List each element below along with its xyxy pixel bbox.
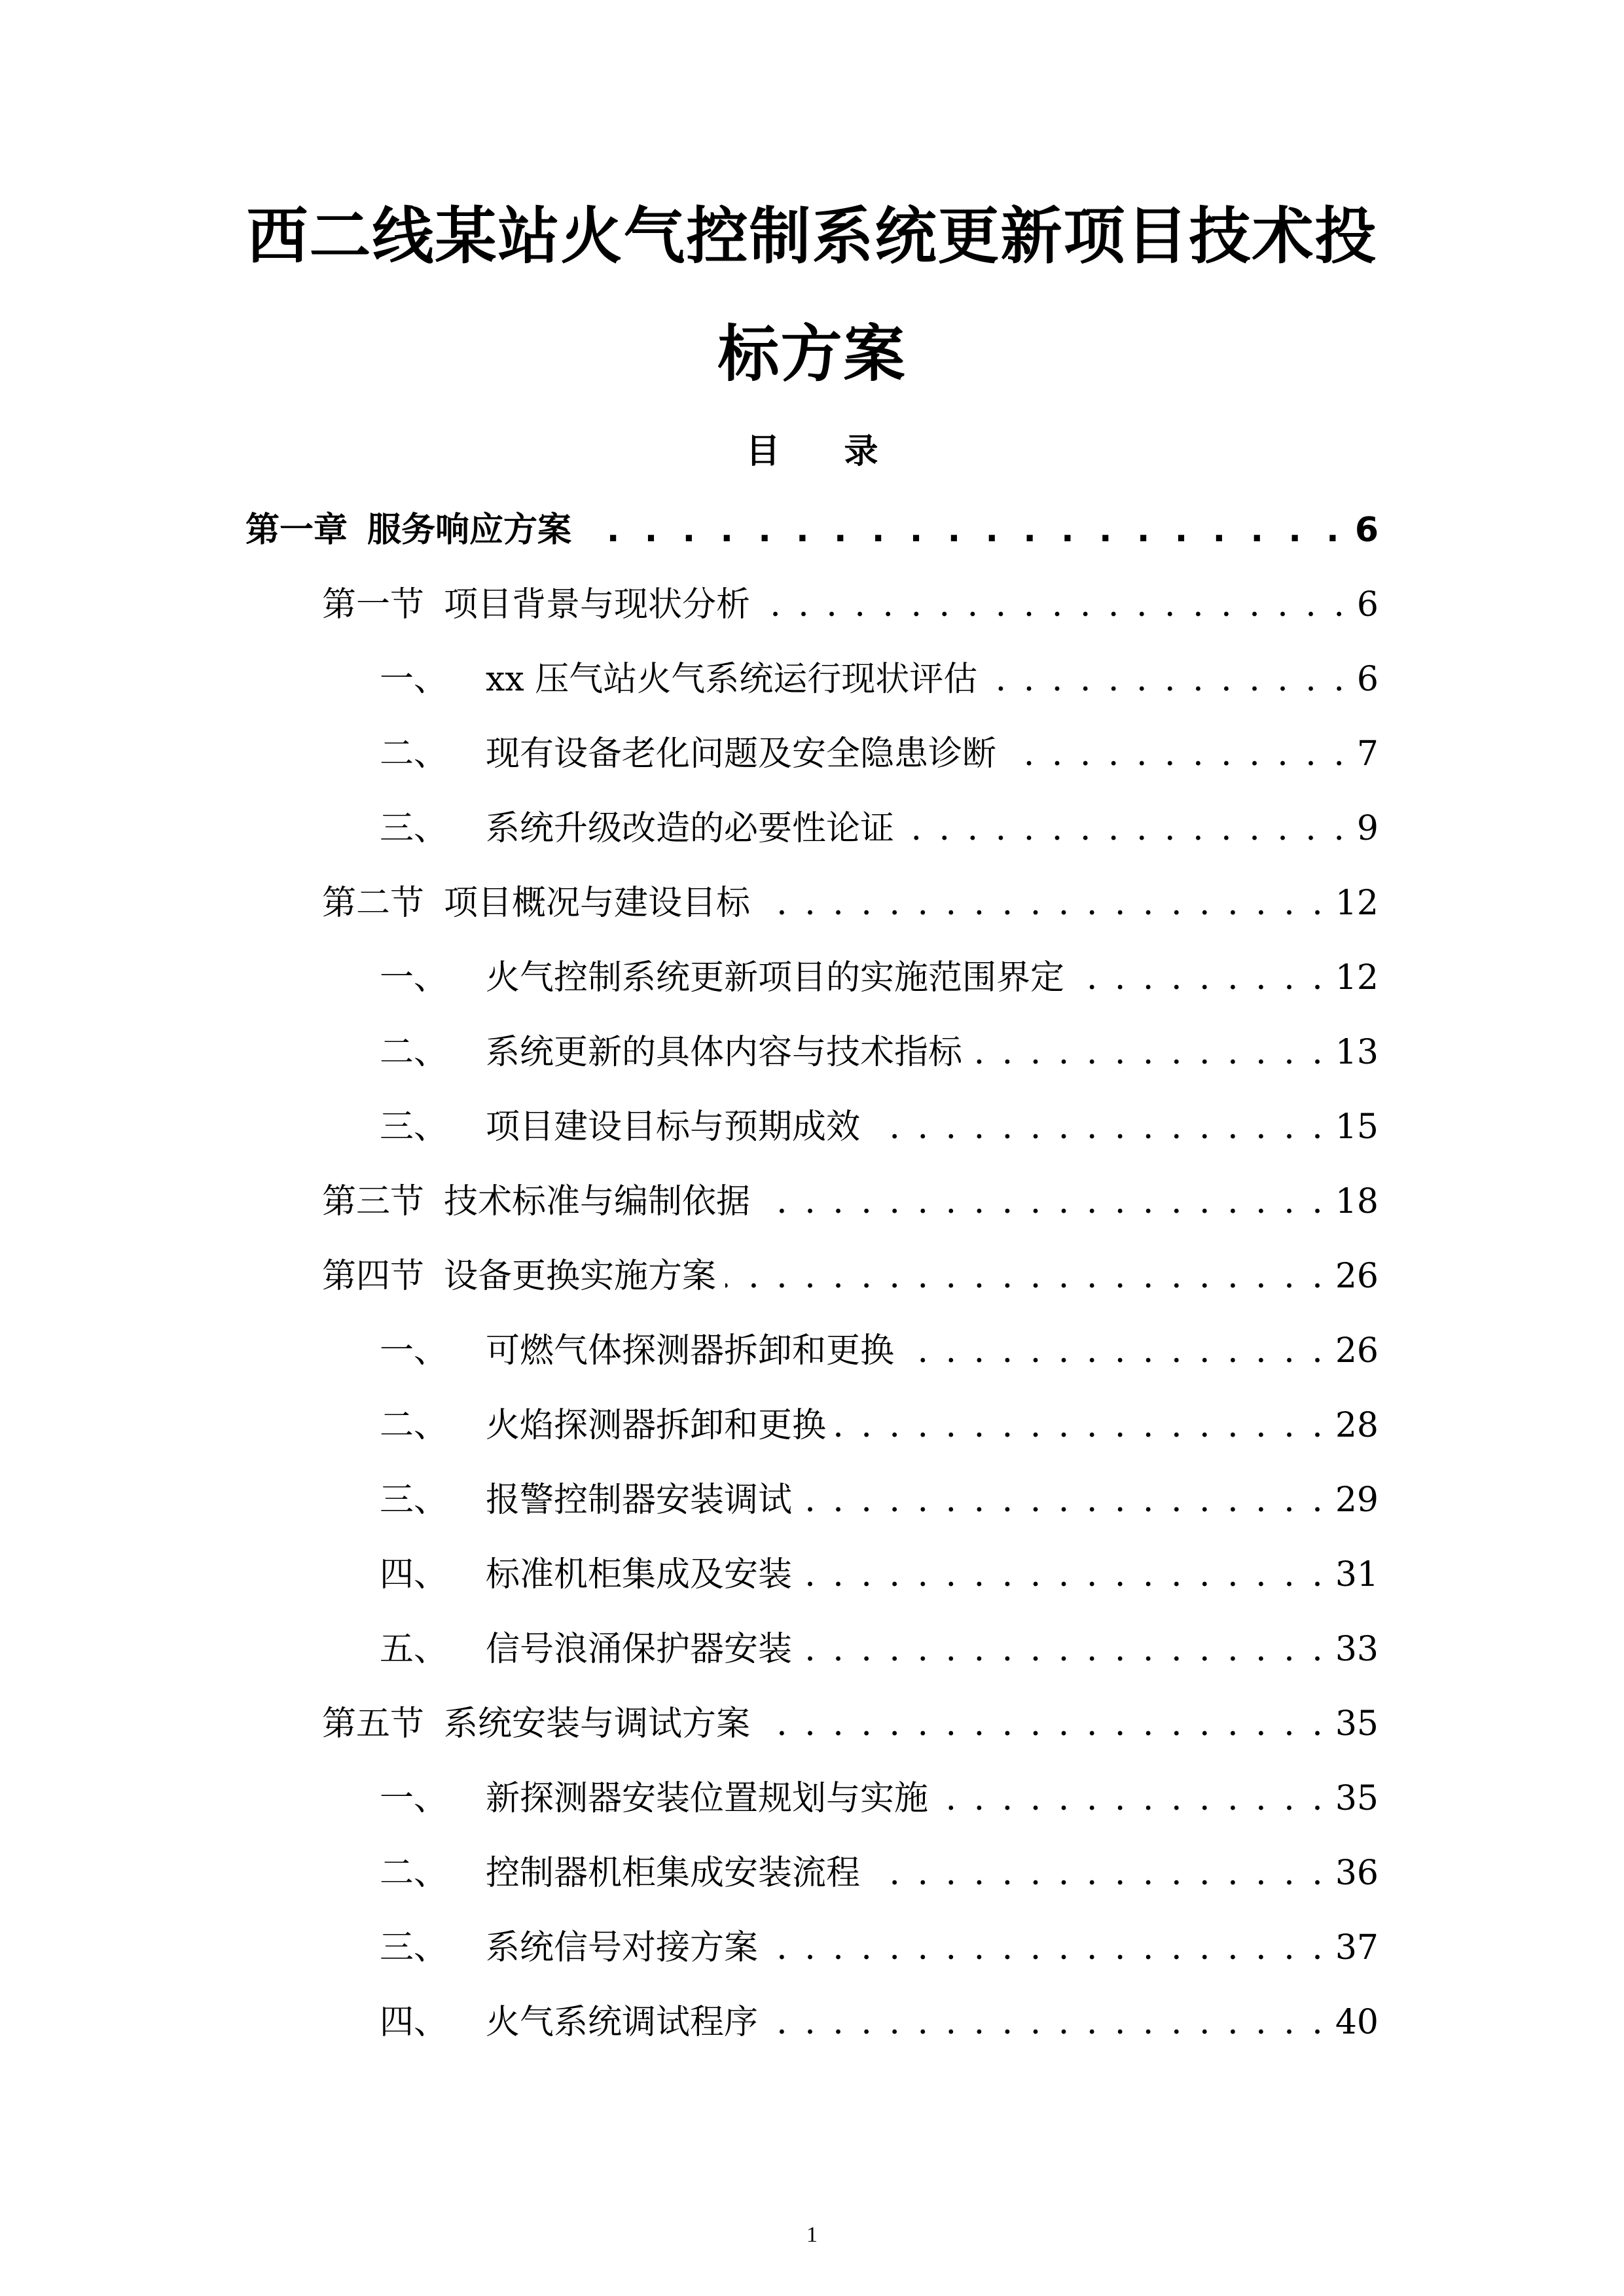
toc-dot-leader — [986, 650, 1348, 709]
document-title-line-2: 标方案 — [717, 319, 907, 390]
toc-entry-title: 设备更换实施方案 — [444, 1257, 717, 1296]
toc-dot-leader — [869, 1098, 1326, 1157]
toc-entry[interactable] — [322, 874, 1379, 933]
toc-entry-page: 40 — [1335, 2003, 1379, 2042]
toc-entry-page: 6 — [1356, 585, 1379, 624]
toc-dot-leader — [869, 1844, 1326, 1903]
toc-entry-text — [380, 1023, 962, 1082]
toc-entry-page: 35 — [1335, 1779, 1379, 1818]
toc-entry-label: 三、 — [380, 1107, 448, 1147]
toc-entry-text — [380, 1620, 792, 1679]
toc-entry[interactable] — [322, 1695, 1379, 1753]
toc-entry-title: 火焰探测器拆卸和更换 — [486, 1406, 827, 1445]
toc-dot-leader — [767, 1918, 1326, 1977]
toc-entry-page: 6 — [1356, 660, 1379, 699]
toc-entry[interactable] — [380, 1993, 1379, 2052]
toc-entry-text — [245, 501, 571, 560]
toc-entry-text — [380, 1993, 758, 2052]
toc-entry[interactable] — [380, 1471, 1379, 1530]
toc-entry-page: 35 — [1335, 1704, 1379, 1744]
toc-entry-text — [322, 575, 750, 634]
toc-entry-text — [380, 725, 996, 783]
toc-dot-leader — [903, 799, 1348, 858]
toc-entry-label: 二、 — [380, 1854, 448, 1893]
toc-entry-page: 18 — [1335, 1182, 1379, 1221]
document-title-line-1: 西二线某站火气控制系统更新项目技术投 — [246, 201, 1378, 272]
toc-entry-title: 火气系统调试程序 — [486, 2003, 759, 2042]
toc-entry[interactable] — [380, 725, 1379, 783]
toc-entry-page: 28 — [1335, 1406, 1379, 1445]
toc-entry-label: 三、 — [380, 1480, 448, 1520]
toc-dot-leader — [903, 1321, 1326, 1380]
toc-dot-leader — [581, 501, 1346, 560]
toc-entry-page: 26 — [1335, 1331, 1379, 1371]
toc-dot-leader — [971, 1023, 1326, 1082]
toc-entry-text — [380, 1769, 928, 1828]
toc-entry[interactable] — [380, 1321, 1379, 1380]
toc-entry-page: 12 — [1335, 884, 1379, 923]
toc-entry[interactable] — [380, 650, 1379, 709]
toc-entry-page: 7 — [1356, 734, 1379, 774]
toc-entry-label: 三、 — [380, 809, 448, 848]
toc-dot-leader — [767, 1993, 1326, 2052]
toc-entry[interactable] — [245, 501, 1379, 560]
toc-entry[interactable] — [380, 1023, 1379, 1082]
toc-entry-label: 一、 — [380, 1331, 448, 1371]
toc-dot-leader — [759, 874, 1326, 933]
toc-entry-title: 现有设备老化问题及安全隐患诊断 — [486, 734, 997, 774]
toc-dot-leader — [801, 1620, 1326, 1679]
toc-entry-text — [322, 1172, 750, 1231]
toc-entry-text — [380, 799, 894, 858]
toc-entry-label: 一、 — [380, 660, 448, 699]
toc-entry-title: 技术标准与编制依据 — [444, 1182, 751, 1221]
toc-entry-title: 信号浪涌保护器安装 — [486, 1630, 793, 1669]
toc-entry-title: 服务响应方案 — [367, 511, 572, 550]
toc-entry-label: 第三节 — [322, 1182, 425, 1221]
toc-entry-page: 31 — [1335, 1555, 1379, 1594]
toc-dot-leader — [801, 1471, 1326, 1530]
toc-entry-text — [322, 874, 750, 933]
toc-entry[interactable] — [380, 1396, 1379, 1455]
toc-entry-text — [322, 1695, 750, 1753]
toc-entry-label: 一、 — [380, 958, 448, 997]
toc-entry[interactable] — [322, 1247, 1379, 1306]
toc-entry-text — [322, 1247, 716, 1306]
toc-dot-leader — [725, 1247, 1326, 1306]
toc-entry-title: 系统安装与调试方案 — [444, 1704, 751, 1744]
toc-entry-title: 项目背景与现状分析 — [444, 585, 751, 624]
toc-entry-title: 可燃气体探测器拆卸和更换 — [486, 1331, 895, 1371]
toc-entry-title: xx 压气站火气系统运行现状评估 — [486, 660, 978, 699]
toc-entry-text — [380, 1471, 792, 1530]
toc-entry-page: 9 — [1356, 809, 1379, 848]
toc-entry-title: 控制器机柜集成安装流程 — [486, 1854, 861, 1893]
toc-entry[interactable] — [380, 1918, 1379, 1977]
toc-entry-title: 系统更新的具体内容与技术指标 — [486, 1033, 963, 1072]
toc-entry-text — [380, 948, 1064, 1007]
toc-entry-page: 12 — [1335, 958, 1379, 997]
toc-entry-label: 三、 — [380, 1928, 448, 1967]
toc-entry-label: 二、 — [380, 734, 448, 774]
toc-dot-leader — [1005, 725, 1348, 783]
toc-dot-leader — [759, 1172, 1326, 1231]
toc-heading: 目 录 — [746, 432, 905, 471]
toc-entry-label: 一、 — [380, 1779, 448, 1818]
toc-entry-title: 项目概况与建设目标 — [444, 884, 751, 923]
toc-entry-title: 系统升级改造的必要性论证 — [486, 809, 895, 848]
toc-entry-page: 37 — [1335, 1928, 1379, 1967]
toc-entry-page: 36 — [1335, 1854, 1379, 1893]
toc-entry-label: 四、 — [380, 1555, 448, 1594]
toc-entry-page: 6 — [1354, 511, 1379, 550]
toc-entry-title: 项目建设目标与预期成效 — [486, 1107, 861, 1147]
toc-entry[interactable] — [322, 1172, 1379, 1231]
toc-entry-label: 第五节 — [322, 1704, 425, 1744]
toc-entry-label: 第二节 — [322, 884, 425, 923]
toc-entry[interactable] — [322, 575, 1379, 634]
toc-entry-text — [380, 1844, 860, 1903]
toc-entry-page: 15 — [1335, 1107, 1379, 1147]
toc-entry[interactable] — [380, 1769, 1379, 1828]
toc-entry-page: 29 — [1335, 1480, 1379, 1520]
toc-dot-leader — [759, 1695, 1326, 1753]
toc-entry-label: 五、 — [380, 1630, 448, 1669]
toc-entry-page: 26 — [1335, 1257, 1379, 1296]
toc-entry[interactable] — [380, 1545, 1379, 1604]
toc-entry-title: 报警控制器安装调试 — [486, 1480, 793, 1520]
toc-entry-label: 二、 — [380, 1033, 448, 1072]
toc-entry[interactable] — [380, 1620, 1379, 1679]
toc-entry-title: 火气控制系统更新项目的实施范围界定 — [486, 958, 1065, 997]
toc-entry-label: 第四节 — [322, 1257, 425, 1296]
toc-entry-label: 第一节 — [322, 585, 425, 624]
toc-entry[interactable] — [380, 1098, 1379, 1157]
toc-dot-leader — [759, 575, 1348, 634]
toc-entry[interactable] — [380, 799, 1379, 858]
toc-dot-leader — [801, 1545, 1326, 1604]
page-number: 1 — [806, 2223, 818, 2247]
toc-entry-title: 标准机柜集成及安装 — [486, 1555, 793, 1594]
toc-entry-text — [380, 1918, 758, 1977]
toc-entry-title: 系统信号对接方案 — [486, 1928, 759, 1967]
toc-entry-text — [380, 1321, 894, 1380]
toc-entry-label: 第一章 — [245, 511, 348, 550]
toc-entry[interactable] — [380, 1844, 1379, 1903]
toc-entry-text — [380, 650, 977, 709]
toc-entry-page: 33 — [1335, 1630, 1379, 1669]
toc-entry[interactable] — [380, 948, 1379, 1007]
toc-entry-text — [380, 1098, 860, 1157]
toc-dot-leader — [835, 1396, 1326, 1455]
toc-dot-leader — [937, 1769, 1326, 1828]
toc-entry-label: 四、 — [380, 2003, 448, 2042]
toc-entry-title: 新探测器安装位置规划与实施 — [486, 1779, 929, 1818]
toc-entry-text — [380, 1545, 792, 1604]
toc-entry-text — [380, 1396, 826, 1455]
toc-entry-label: 二、 — [380, 1406, 448, 1445]
toc-entry-page: 13 — [1335, 1033, 1379, 1072]
toc-dot-leader — [1074, 948, 1326, 1007]
